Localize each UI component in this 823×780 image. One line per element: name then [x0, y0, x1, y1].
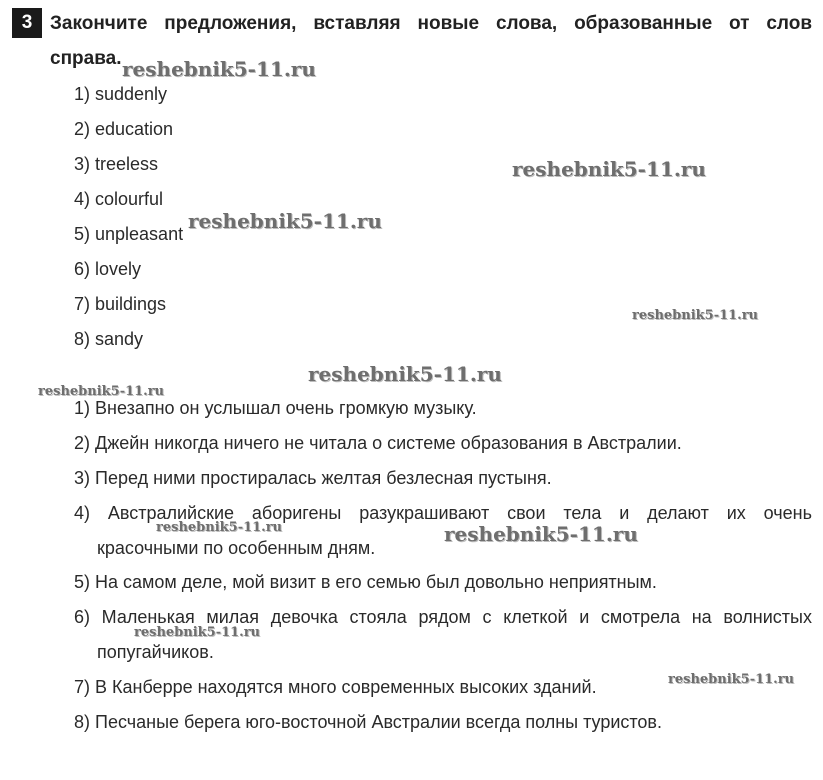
task-instruction-line-1: Закончите предложения, вставляя новые слова, образованные от слов	[50, 13, 812, 34]
sentence-8: 8) Песчаные берега юго-восточной Австралии всегда полны туристов.	[74, 712, 662, 732]
watermark: reshebnik5-11.ru	[308, 362, 502, 386]
sentence-6-line-2: попугайчиков.	[97, 642, 214, 662]
task-number-badge: 3	[12, 8, 42, 38]
sentence-4-line-1: 4) Австралийские аборигены разукрашивают свои тела и делают их очень	[74, 503, 812, 523]
watermark: reshebnik5-11.ru	[156, 520, 283, 535]
task-instruction-line-2: справа.	[50, 48, 122, 69]
answer-item-2: 2) education	[74, 119, 174, 139]
answer-item-1: 1) suddenly	[74, 84, 168, 104]
sentence-1: 1) Внезапно он услышал очень громкую музыку.	[74, 398, 477, 418]
sentence-6-line-1: 6) Маленькая милая девочка стояла рядом с клеткой и смотрела на волнистых	[74, 607, 812, 627]
sentence-7: 7) В Канберре находятся много современных высоких зданий.	[74, 677, 597, 697]
watermark: reshebnik5-11.ru	[668, 672, 795, 687]
watermark: reshebnik5-11.ru	[444, 522, 638, 546]
sentence-5: 5) На самом деле, мой визит в его семью был довольно неприятным.	[74, 572, 657, 592]
watermark: reshebnik5-11.ru	[134, 625, 261, 640]
watermark: reshebnik5-11.ru	[38, 384, 165, 399]
watermark: reshebnik5-11.ru	[122, 57, 316, 81]
answer-item-7: 7) buildings	[74, 294, 167, 314]
answer-item-3: 3) treeless	[74, 154, 159, 174]
answer-item-6: 6) lovely	[74, 259, 142, 279]
sentence-4-line-2: красочными по особенным дням.	[97, 538, 376, 558]
watermark: reshebnik5-11.ru	[188, 209, 382, 233]
sentence-2: 2) Джейн никогда ничего не читала о системе образования в Австралии.	[74, 433, 682, 453]
watermark: reshebnik5-11.ru	[632, 308, 759, 323]
watermark: reshebnik5-11.ru	[512, 157, 706, 181]
sentence-3: 3) Перед ними простиралась желтая безлесная пустыня.	[74, 468, 552, 488]
answer-item-5: 5) unpleasant	[74, 224, 184, 244]
answer-item-8: 8) sandy	[74, 329, 144, 349]
answer-item-4: 4) colourful	[74, 189, 164, 209]
